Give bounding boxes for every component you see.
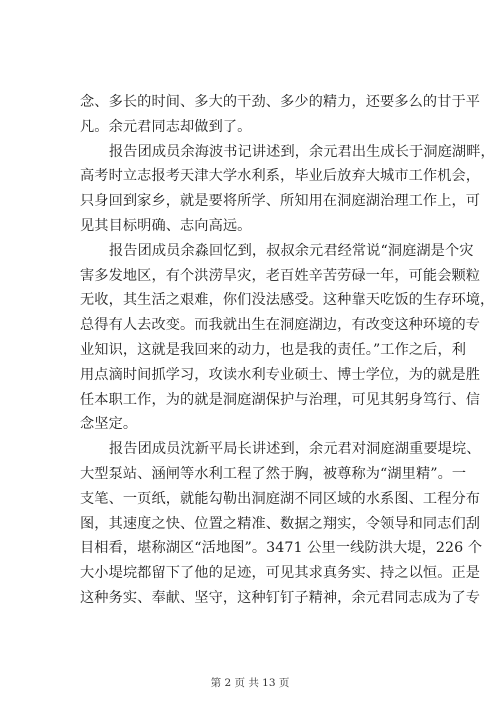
text-line: 总得有人去改变。而我就出生在洞庭湖边，有改变这种环境的专 <box>80 317 481 334</box>
paragraph-first-line: 报告团成员沈新平局长讲述到，余元君对洞庭湖重要堤垸、 <box>109 441 481 458</box>
paragraph-first-line: 报告团成员余海波书记讲述到，余元君出生成长于洞庭湖畔， <box>109 143 495 160</box>
text-line: 无收，其生活之艰难，你们没法感受。这种靠天吃饭的生存环境， <box>80 292 495 309</box>
text-line: 只身回到家乡，就是要将所学、所知用在洞庭湖治理工作上，可 <box>80 193 481 210</box>
text-line: 害多发地区，有个洪涝旱灾，老百姓辛苦劳碌一年，可能会颗粒 <box>80 267 481 284</box>
text-line: 图，其速度之快、位置之精准、数据之翔实，令领导和同志们刮 <box>80 515 481 532</box>
text-line: 支笔、一页纸，就能勾勒出洞庭湖不同区域的水系图、工程分布 <box>80 490 481 507</box>
text-line: 高考时立志报考天津大学水利系，毕业后放弃大城市工作机会， <box>80 168 481 185</box>
text-line: 大型泵站、涵闸等水利工程了然于胸，被尊称为“湖里精”。一 <box>80 465 467 482</box>
text-line: 念、多长的时间、多大的干劲、多少的精力，还要多么的甘于平 <box>80 94 481 110</box>
text-line: 业知识，这就是我回来的动力，也是我的责任。”工作之后，利 <box>80 341 467 358</box>
text-line: 大小堤垸都留下了他的足迹，可见其求真务实、持之以恒。正是 <box>80 565 481 582</box>
page-number-footer: 第 2 页 共 13 页 <box>210 677 290 689</box>
text-line: 见其目标明确、志向高远。 <box>80 217 252 234</box>
text-line: 凡。余元君同志却做到了。 <box>80 118 252 135</box>
paragraph-first-line: 报告团成员余淼回忆到，叔叔余元君经常说“洞庭湖是个灾 <box>109 242 474 259</box>
document-body <box>80 90 495 611</box>
text-line: 念坚定。 <box>80 416 138 433</box>
text-line: 目相看，堪称湖区“活地图”。3471 公里一线防洪大堤，226 个 <box>80 540 483 557</box>
text-line: 用点滴时间抓学习，攻读水利专业硕士、博士学位，为的就是胜 <box>80 366 481 383</box>
text-line: 这种务实、奉献、坚守，这种钉钉子精神，余元君同志成为了专 <box>80 589 481 606</box>
text-line: 任本职工作，为的就是洞庭湖保护与治理，可见其躬身笃行、信 <box>80 391 481 408</box>
